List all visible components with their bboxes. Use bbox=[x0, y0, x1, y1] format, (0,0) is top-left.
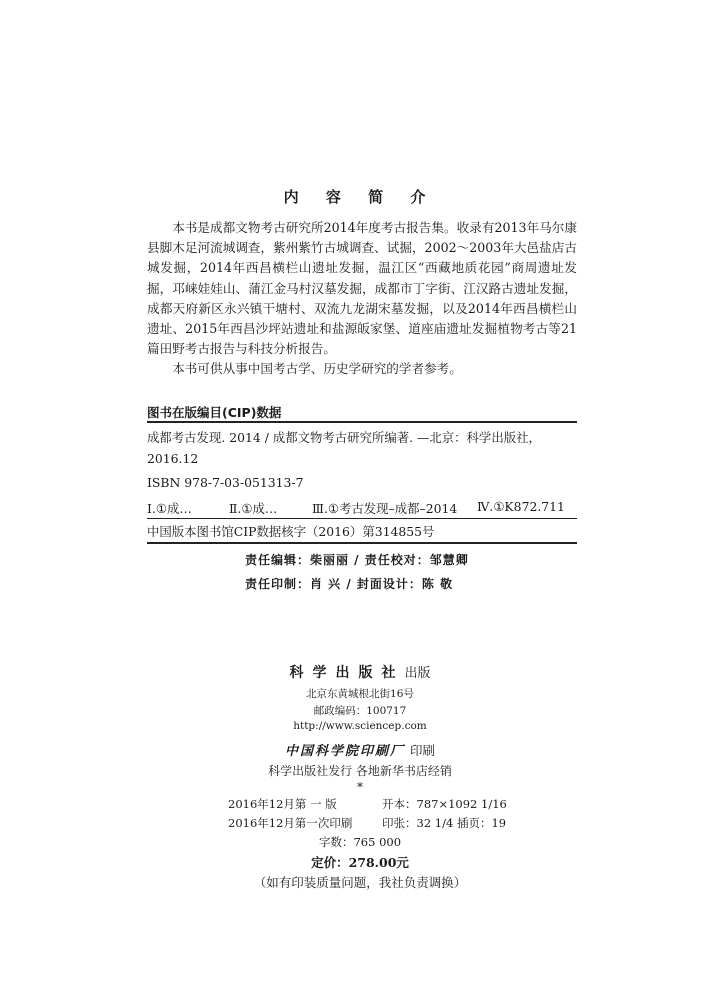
publisher-url: http://www.sciencep.com bbox=[293, 720, 427, 732]
printer-name: 中国科学院印刷厂 bbox=[284, 744, 405, 759]
cip-class-2: Ⅱ.①成… bbox=[229, 501, 278, 516]
divider-star: * bbox=[357, 780, 363, 794]
printer-line bbox=[0, 740, 720, 759]
printer-suffix: 印刷 bbox=[410, 743, 436, 758]
cip-class-1: Ⅰ.①成… bbox=[147, 501, 192, 516]
publisher-address: 北京东黄城根北街16号 bbox=[306, 688, 414, 700]
cip-heading: 图书在版编目(CIP)数据 bbox=[147, 405, 282, 420]
cip-number: 中国版本图书馆CIP数据核字（2016）第314855号 bbox=[147, 524, 435, 539]
intro-paragraph: 本书是成都文物考古研究所2014年度考古报告集。收录有2013年马尔康县脚木足河流城调查，紫州紫竹古城调查、试掘，2002～2003年大邑盐店古城发掘，2014年西昌横栏山遗址发掘，温江区“西藏地质花园”商周遗址发掘，邛崃娃娃山、蒲江金马村汉墓发掘，成都市丁字街、江汉路古遗址发掘，成都天府新区永兴镇干塘村、双流九龙湖宋墓发掘，以及2014年西昌横栏山遗址、2015年西昌沙坪站遗址和盐源皈家堡、道座庙遗址发掘植物考古等21篇田野考古报告与科技分析报告。 bbox=[147, 220, 577, 357]
intro-section bbox=[147, 218, 577, 380]
cip-line-1: 成都考古发现. 2014 / 成都文物考古研究所编著. —北京：科学出版社， bbox=[147, 430, 541, 445]
quality-notice: （如有印装质量问题，我社负责调换） bbox=[253, 875, 467, 890]
publisher-line bbox=[0, 662, 720, 682]
publisher-name: 科学出版社 bbox=[289, 665, 405, 681]
sheets-info: 印张：32 1/4 插页：19 bbox=[382, 816, 507, 830]
print-credit: 责任印制：肖 兴 / 封面设计：陈 敬 bbox=[245, 577, 454, 591]
publisher-suffix: 出版 bbox=[404, 666, 431, 681]
intro-paragraph: 本书可供从事中国考古学、历史学研究的学者参考。 bbox=[172, 361, 462, 377]
edition-info: 2016年12月第 一 版 bbox=[228, 797, 337, 811]
publisher-postcode: 邮政编码：100717 bbox=[313, 705, 407, 717]
cip-top-rule bbox=[147, 421, 577, 423]
printing-info: 2016年12月第一次印刷 bbox=[228, 816, 353, 830]
distribution-line: 科学出版社发行 各地新华书店经销 bbox=[268, 764, 452, 778]
cip-line-2: 2016.12 bbox=[147, 451, 199, 466]
word-count: 字数：765 000 bbox=[318, 835, 402, 849]
page-title: 内 容 简 介 bbox=[283, 188, 437, 206]
cip-class-3: Ⅲ.①考古发现–成都–2014 bbox=[312, 501, 458, 516]
cip-mid-rule bbox=[147, 518, 577, 519]
format-info: 开本：787×1092 1/16 bbox=[382, 797, 507, 811]
cip-isbn: ISBN 978-7-03-051313-7 bbox=[147, 475, 304, 490]
cip-bottom-rule bbox=[147, 542, 577, 544]
price: 定价：278.00元 bbox=[311, 855, 409, 870]
editor-credit: 责任编辑：柴丽丽 / 责任校对：邹慧卿 bbox=[245, 553, 469, 567]
cip-class-4: Ⅳ.①K872.711 bbox=[477, 499, 565, 514]
